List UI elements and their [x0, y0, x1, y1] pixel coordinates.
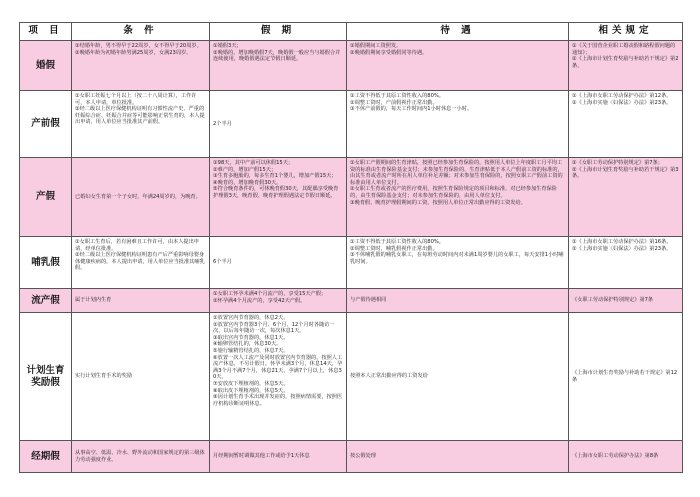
cell-line: ②《上海市计划生育奖励与补助若干规定》第3条。	[572, 166, 679, 180]
cell-regulations	[569, 237, 683, 289]
cell-treatment	[347, 441, 569, 473]
cell-line: ①放置宫内节育器的，休息2天。	[213, 315, 289, 321]
row-name: 经期假	[20, 441, 72, 473]
cell-line: ②调整工资时，产前假视作正常出勤。	[350, 99, 438, 106]
cell-leave	[210, 289, 347, 313]
cell-line: ①女职工生育后，若有困难且工作许可，由本人提出申请，经单位批准。	[75, 239, 199, 252]
cell-line: ①《关于国营企业职工婚丧假和路程假问题的通知》；	[572, 43, 676, 56]
cell-line: ③不休哺乳假的哺乳女职工，在每班劳动时间内对未满1周岁婴儿的女职工，每天安排1小时哺乳时间。	[350, 252, 564, 265]
cell-line: 按照本人正常出勤应得的工资发给	[350, 373, 428, 380]
table-row-family-planning-leave	[20, 313, 683, 441]
cell-leave	[210, 441, 347, 473]
cell-treatment	[347, 237, 569, 289]
cell-regulations	[569, 441, 683, 473]
cell-line: ⑤施行输精管结扎的，休息7天。	[213, 347, 289, 354]
cell-line: ⑨因计划生育手术出现并发症的，按照病情需要，按照医疗机构诊断证明休息。	[213, 394, 343, 407]
header-conditions: 条 件	[72, 23, 210, 41]
cell-line: ①工资不得低于其原工资性收入的80%。	[350, 93, 444, 99]
cell-line: ①工资不得低于其原工资性收入的80%。	[350, 239, 444, 245]
cell-line: ①结婚年龄，男不得早于22周岁，女不得早于20周岁。	[75, 43, 202, 49]
cell-regulations	[569, 91, 683, 158]
cell-regulations	[569, 289, 683, 313]
cell-line: 实行计划生育手术的奖励	[75, 373, 133, 380]
cell-line: 6个半月	[213, 259, 232, 266]
cell-treatment	[347, 91, 569, 158]
cell-line: 《上海市计划生育奖励与补助若干规定》第12条	[572, 369, 678, 383]
cell-line: ④输卵管结扎的，休息30天。	[213, 341, 282, 348]
cell-line: ②晚婚的，增加晚婚假7天，晚婚假一般应当与婚假合并连续使用，晚婚假遇法定节假日顺延。	[213, 49, 341, 63]
cell-line: ②晚婚年龄为初婚年龄男满25周岁，女满23周岁。	[75, 49, 192, 56]
cell-regulations	[569, 41, 683, 91]
cell-leave	[210, 41, 347, 91]
cell-line: 月经期间暂时调做其他工作或给予1天休息	[213, 453, 310, 460]
header-regulations: 相关规定	[569, 23, 683, 41]
table-row-miscarriage-leave	[20, 289, 683, 313]
cell-line: 与产假待遇相同	[350, 297, 387, 304]
cell-line: ②放置宫内节育器3个月、6个月、12个月时各随访一次，以后每年随访一次，每次休息1天。	[213, 321, 335, 335]
cell-line: ②经二级以上医疗保健机构证明患有产后严重影响母婴身体健康疾病的，本人提出申请，用人单位应当批准其哺乳假。	[75, 252, 205, 272]
cell-line: ②《上海市实施〈妇保法〉办法》第23条。	[572, 99, 672, 106]
header-item: 项 目	[20, 23, 72, 41]
cell-line: ②晚婚假期间享受婚假同等待遇。	[350, 49, 428, 56]
cell-line: ⑦安放皮下埋植剂的，休息5天。	[213, 380, 289, 387]
table-row-menstrual-leave	[20, 441, 683, 473]
leave-policy-table-wrapper	[19, 22, 682, 473]
table-header-row	[20, 23, 683, 41]
cell-line: ①《上海市女职工劳动保护办法》第16条。	[572, 239, 672, 245]
row-name: 产假	[20, 158, 72, 237]
cell-line: ①女职工产假期间的生育津贴，按照已经参加生育保险的，按照用人单位上年度职工月平均工资的标准由生育保险基金支付；未参加生育保险的，生育津贴低于本人产假前工资的标准的，由其生育或者流产时所在用人单位补足差额；对未参加生育保险的，按照女职工产假前工资的标准由用人单位支付。	[350, 160, 563, 186]
cell-line: ③取出宫内节育器的，休息1天。	[213, 334, 289, 341]
cell-line: ⑥放置一次人工流产及同时放置宫内节育器的，按照人工流产休息，不另计假日。怀孕未满3个月，休息14天，孕满3个月不满7个月，休息21天，孕满7个月以上，休息30天。	[213, 354, 343, 381]
cell-treatment	[347, 313, 569, 441]
cell-line: ①98天，其中产前可以休假15天；	[213, 160, 294, 166]
cell-line: ②难产的，增加产假15天；	[213, 166, 277, 173]
table-row-marriage-leave	[20, 41, 683, 91]
row-name: 哺乳假	[20, 237, 72, 289]
cell-line: ⑤符合晚育条件的，可休晚育假30天，其配偶享受晚育护理假3天，晚育假、晚育护理假遇法定节假日顺延。	[213, 186, 339, 199]
cell-line: ①婚假3天；	[213, 43, 242, 49]
header-leave: 假 期	[210, 23, 347, 41]
cell-conditions	[72, 41, 210, 91]
cell-line: ②调整工资时，哺乳假视作正常出勤。	[350, 245, 438, 252]
cell-line: ①女职工怀孕未满4个月流产的，享受15天产假；	[213, 291, 327, 297]
cell-leave	[210, 237, 347, 289]
cell-line: 2个半月	[213, 120, 232, 127]
cell-line: ③生育多胞胎的，每多生育1个婴儿，增加产假15天；	[213, 173, 337, 180]
cell-line: 《上海市女职工劳动保护办法》第8条	[572, 453, 659, 460]
cell-conditions	[72, 313, 210, 441]
cell-leave	[210, 313, 347, 441]
cell-line: ②《上海市实施〈妇保法〉办法》第23条。	[572, 245, 672, 252]
header-treatment: 待 遇	[347, 23, 569, 41]
table-row-prenatal-leave	[20, 91, 683, 158]
cell-line: ③不休产前假的，每天工作时间内1小时休息一小时。	[350, 106, 473, 113]
cell-line: ③晚育假、晚育护理假期间的工资，按照用人单位正常出勤应得的工资发给。	[350, 199, 526, 206]
cell-line: ①《上海市女职工劳动保护办法》第12条。	[572, 93, 672, 99]
cell-leave	[210, 158, 347, 237]
cell-leave	[210, 91, 347, 158]
cell-line: ④晚育的，增加晚育假30天。	[213, 179, 282, 186]
cell-line: 属于计划内生育	[75, 297, 112, 304]
table-row-maternity-leave	[20, 158, 683, 237]
cell-line: 从事高空、低温、冷水、野外流动和国家规定的第三级体力劳动强度作业。	[75, 449, 205, 463]
cell-line: ②女职工生育或者流产的医疗费用，按照生育保险规定的项目和标准，对已经参加生育保险的，由生育保险基金支付；对未参加生育保险的，由用人单位支付。	[350, 186, 557, 199]
cell-line: 已婚妇女生育第一个子女时，年满24周岁的，为晚育。	[75, 193, 201, 200]
cell-treatment	[347, 41, 569, 91]
row-name: 婚假	[20, 41, 72, 91]
cell-line: ①女职工妊娠七个月以上（按二十八周计算），工作许可，本人申请，单位批准。	[75, 93, 197, 106]
cell-conditions	[72, 289, 210, 313]
cell-line: ⑧取出皮下埋植剂的，休息5天。	[213, 387, 289, 394]
cell-regulations	[569, 158, 683, 237]
table-row-nursing-leave	[20, 237, 683, 289]
cell-line: 按公假处理	[350, 453, 376, 460]
cell-conditions	[72, 441, 210, 473]
row-name: 流产假	[20, 289, 72, 313]
cell-conditions	[72, 158, 210, 237]
cell-regulations	[569, 313, 683, 441]
cell-conditions	[72, 237, 210, 289]
cell-line: ②经二级以上医疗保健机构证明有习惯性流产史、严重的妊娠综合症、妊娠合并症等可能影响正常生育的，本人提出申请，用人单位应当批准其产前假。	[75, 106, 205, 126]
cell-line: ①《女职工劳动保护特别规定》第7条；	[572, 160, 663, 166]
row-name: 产前假	[20, 91, 72, 158]
cell-line: ②怀孕满4个月流产的，享受42天产假。	[213, 297, 306, 304]
cell-line: 《女职工劳动保护特别规定》第7条	[572, 297, 654, 304]
cell-conditions	[72, 91, 210, 158]
row-name: 计划生育奖励假	[20, 313, 72, 441]
leave-policy-table	[19, 22, 683, 473]
cell-treatment	[347, 158, 569, 237]
cell-line: ①婚假期间工资照发。	[350, 43, 402, 49]
cell-line: ②《上海市计划生育奖励与补助若干规定》第2条。	[572, 56, 679, 69]
cell-treatment	[347, 289, 569, 313]
